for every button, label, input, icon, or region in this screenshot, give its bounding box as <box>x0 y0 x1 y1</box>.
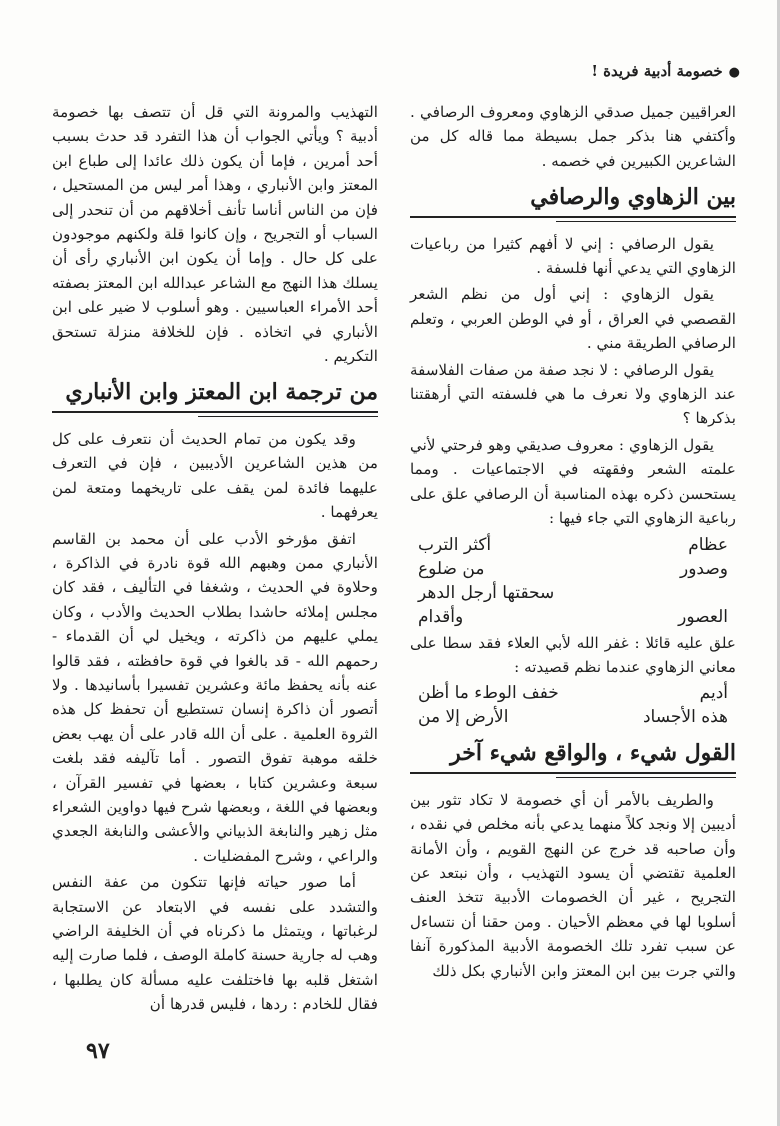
paragraph: وقد يكون من تمام الحديث أن نتعرف على كل من هذين الشاعرين الأديبين ، فإن في التعرف عليهما فائدة لمن يقف على تاريخهما ومتعة لمن يعرفهما . <box>52 429 378 522</box>
section-heading-biography: من ترجمة ابن المعتز وابن الأنباري <box>52 380 378 412</box>
poem-block-2 <box>410 681 736 729</box>
running-head-text: خصومة أدبية فريدة ! <box>591 62 723 80</box>
bullet-icon: ● <box>728 65 740 80</box>
paragraph: التهذيب والمرونة التي قل أن تتصف بها خصومة أدبية ؟ ويأتي الجواب أن هذا التفرد قد حدث بسبب أحد أمرين ، فإما أن يكون ذلك عائدا إلى طباع ابن المعتز وابن الأنباري ، وهذا أمر ليس من المستحيل ، فإن من الناس أناسا تأنف أخلاقهم من أن تنحدر إلى السباب أو التجريح ، وإن كانوا قلة ولكنهم موجودون على كل حال . وإما أن يكون ابن الأنباري رأى أن يسلك هذا النهج مع الشاعر عبدالله ابن المعتز بصفته أحد الأمراء العباسيين . وهو أسلوب لا ضير على ابن الأنباري في اتخاذه . فإن للخلافة منزلة تستحق التكريم . <box>52 103 378 366</box>
paragraph: يقول الرصافي : لا نجد صفة من صفات الفلاسفة عند الزهاوي ولا نعرف ما هي فلسفته التي أرهقتنا بذكرها ؟ <box>410 360 736 428</box>
paragraph: يقول الرصافي : إني لا أفهم كثيرا من رباعيات الزهاوي التي يدعي أنها فلسفة . <box>410 234 736 278</box>
right-column <box>410 100 736 985</box>
paragraph: يقول الزهاوي : إني أول من نظم الشعر القصصي في العراق ، أو في الوطن العربي ، وتعلم الرصافي الطريقة مني . <box>410 285 736 353</box>
page-number: ٩٧ <box>86 1038 110 1064</box>
poem-line: من ضلوع وصدور <box>418 558 728 579</box>
poem-line: وأقدام العصور <box>418 606 728 627</box>
poem-block-1 <box>410 533 736 629</box>
paragraph: اتفق مؤرخو الأدب على أن محمد بن القاسم الأنباري ممن وهبهم الله قوة نادرة في الذاكرة ، وحلاوة في الحديث ، وشغفا في التأليف ، فقد كان مجلس إملائه حاشدا بطلاب الحديث والأدب ، وكان يملي عليهم من ذاكرته ، ويخيل لي أن القدماء - رحمهم الله - قد بالغوا في قوة حافظته ، فقد قالوا عنه بأنه يحفظ مائة وعشرين تفسيرا بأسانيدها . ولا أتصور أن ذاكرة إنسان تستطيع أن تحفظ كل هذه الثروة العلمية . على أن الله قادر على أن يهب بعض خلقه موهبة تفوق التصور . أما تآليفه فقد بلغت سبعة وعشرين كتابا ، بعضها في تفسير القرآن ، وبعضها في اللغة ، وبعضها شرح فيها دواوين الشعراء مثل زهير والنابغة الذبياني والأعشى والنابغة الجعدي والراعي ، وشرح المفضليات . <box>52 529 378 865</box>
intro-paragraph: العراقيين جميل صدقي الزهاوي ومعروف الرصافي . وأكتفي هنا بذكر جمل بسيطة مما قاله كل من الشاعرين الكبيرين في خصمه . <box>410 103 736 170</box>
section-heading-saying-vs-reality: القول شيء ، والواقع شيء آخر <box>410 741 736 773</box>
poem-line: خفف الوطء ما أظن أديم <box>418 683 728 704</box>
paragraph: علق عليه قائلا : غفر الله لأبي العلاء فقد سطا على معاني الزهاوي عندما نظم قصيدته : <box>410 633 736 676</box>
paragraph: أما صور حياته فإنها تتكون من عفة النفس والتشدد على نفسه في الابتعاد عن الاستجابة لرغباتها ، ويتمثل ما ذكرناه في أن الخليفة الراضي وهب له جارية حسنة كاملة الوصف ، فلما صارت إليه اشتغل قلبه بها فاختلفت عليه مسألة كان يطلبها ، فقال للخادم : ردها ، فليس قدرها أن <box>52 873 378 1014</box>
paragraph: يقول الزهاوي : معروف صديقي وهو فرحتي لأني علمته الشعر وفقهته في الاجتماعيات . ومما يستحسن ذكره بهذه المناسبة أن الرصافي علق على رباعية الزهاوي التي جاء فيها : <box>410 435 736 528</box>
poem-line: الأرض إلا من هذه الأجساد <box>418 707 728 728</box>
poem-line: سحقتها أرجل الدهر <box>418 582 555 603</box>
running-head <box>40 62 740 80</box>
left-column <box>52 100 378 1019</box>
paragraph: والطريف بالأمر أن أي خصومة لا تكاد تثور بين أديبين إلا ونجد كلاً منهما يدعي بأنه مخلص في نقده ، وأن صاحبه قد خرج عن النهج القويم ، وأن الأمانة العلمية تقتضي أن يسود التهذيب ، وأن نبتعد عن التجريح ، غير أن الخصومات الأدبية تتخذ العنف أسلوبا لها في معظم الأحيان . ومن حقنا أن نتساءل عن سبب تفرد تلك الخصومة الأدبية المذكورة آنفا والتي جرت بين ابن المعتز وابن الأنباري بكل ذلك <box>410 790 736 980</box>
section-heading-zahawi-rusafi: بين الزهاوي والرصافي <box>410 185 736 217</box>
poem-line: أكثر الترب عظام <box>418 534 728 555</box>
